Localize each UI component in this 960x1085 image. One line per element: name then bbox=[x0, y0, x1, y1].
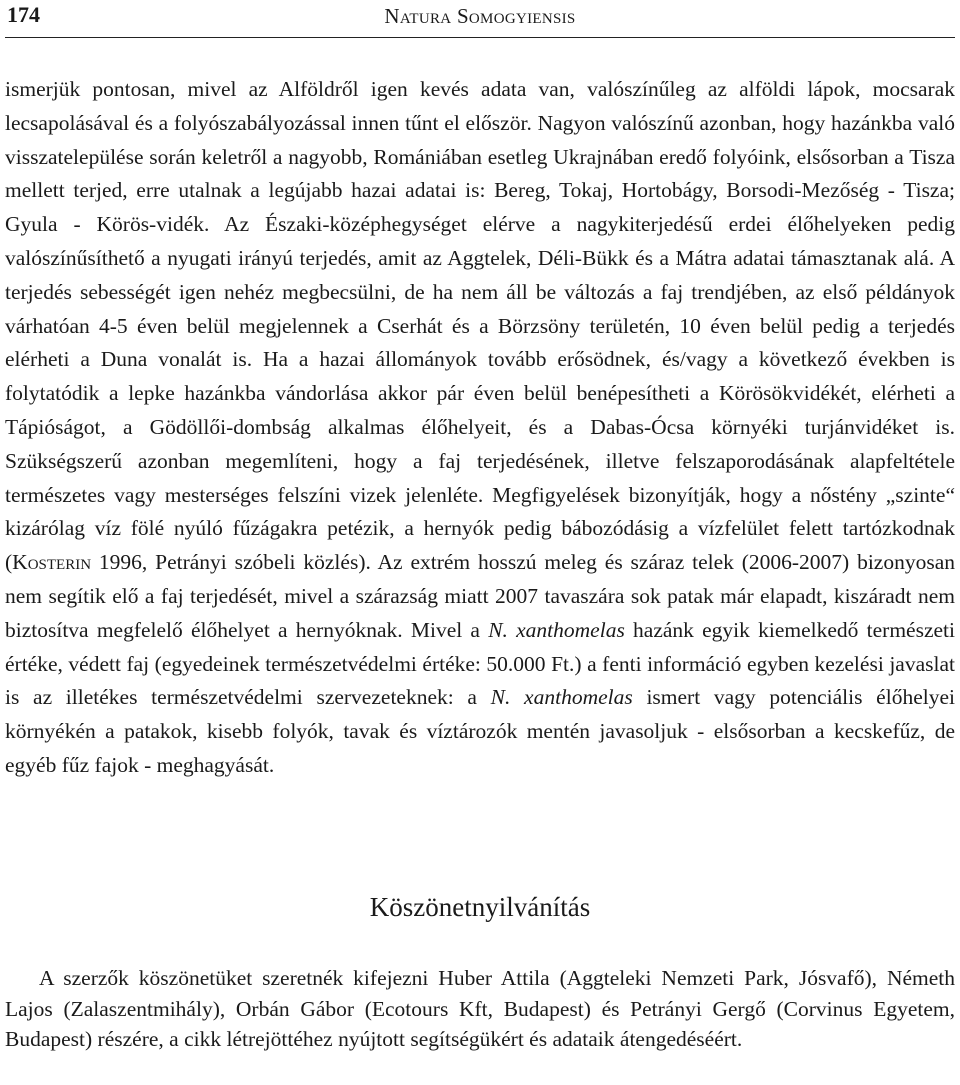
page-number: 174 bbox=[7, 2, 40, 27]
header-rule bbox=[5, 37, 955, 38]
body-text-part-1: ismerjük pontosan, mivel az Alföldről igen kevés adata van, valószínűleg az alföldi lápok, mocsarak lecsapolásával és a folyószabályozással innen tűnt el először. Nagyon valószínű azonban, hogy hazánkba való visszatelepülése során keletről a nagyobb, Romániában esetleg Ukrajnában eredő folyóink, elsősorban a Tisza mellett terjed, erre utalnak a legújabb hazai adatai is: Bereg, Tokaj, Hortobágy, Borsodi-Mezőség - Tisza; Gyula - Körös-vidék. Az Északi-középhegységet elérve a nagykiterjedésű erdei élőhelyeken pedig valószínűsíthető a nyugati irányú terjedés, amit az Aggtelek, Déli-Bükk és a Mátra adatai támasztanak alá. A terjedés sebességét igen nehéz megbecsülni, de ha nem áll be változás a faj trendjében, az első példányok várhatóan 4-5 éven belül megjelennek a Cserhát és a Börzsöny területén, 10 éven belül pedig a terjedés elérheti a Duna vonalát is. Ha a hazai állományok tovább erősödnek, és/vagy a következő években is folytatódik a lepke hazánkba vándorlása akkor pár éven belül benépesítheti a Körösökvidékét, elérheti a Tápióságot, a Gödöllői-dombság alkalmas élőhelyeit, és a Dabas-Ócsa környéki turjánvidéket is. Szükségszerű azonban megemlíteni, hogy a faj terjedésének, illetve felszaporodásának alapfeltétele természetes vagy mesterséges felszíni vizek jelenléte. Megfigyelések bizonyítják, hogy a nőstény „szinte“ kizárólag víz fölé nyúló fűzágakra petézik, a hernyók pedig bábozódásig a vízfelület felett tartózkodnak ( bbox=[5, 77, 955, 575]
body-paragraph bbox=[5, 73, 955, 783]
body-text-part-4: ismert vagy potenciális élőhelyei környékén a patakok, kisebb folyók, tavak és víztározók mentén javasoljuk - elsősorban a kecskefűz, de egyéb fűz fajok - meghagyását. bbox=[5, 685, 955, 777]
page-header bbox=[5, 0, 955, 40]
document-page bbox=[5, 0, 955, 1085]
acknowledgements-heading: Köszönetnyilvánítás bbox=[369, 892, 591, 922]
body-text-part-2: 1996, Petrányi szóbeli közlés). Az extrém hosszú meleg és száraz telek (2006-2007) bizonyosan nem segítik elő a faj terjedését, mivel a szárazság miatt 2007 tavaszára sok patak már elapadt, kiszáradt nem biztosítva megfelelő élőhelyet a hernyóknak. Mivel a bbox=[5, 550, 955, 642]
running-title: Natura Somogyiensis bbox=[384, 4, 576, 28]
acknowledgements-paragraph: A szerzők köszönetüket szeretnék kifejezni Huber Attila (Aggteleki Nemzeti Park, Jósvafő), Németh Lajos (Zalaszentmihály), Orbán Gábor (Ecotours Kft, Budapest) és Petrányi Gergő (Corvinus Egyetem, Budapest) részére, a cikk létrejöttéhez nyújtott segítségükért és adataik átengedéséért. bbox=[5, 966, 955, 1051]
body-text-part-3: hazánk egyik kiemelkedő természeti értéke, védett faj (egyedeinek természetvédelmi értéke: 50.000 Ft.) a fenti információ egyben kezelési javaslat is az illetékes természetvédelmi szervezeteknek: a bbox=[5, 617, 955, 710]
species-name: N. xanthomelas bbox=[488, 617, 625, 642]
species-name: N. xanthomelas bbox=[490, 685, 633, 710]
citation-author: Kosterin bbox=[12, 550, 92, 575]
